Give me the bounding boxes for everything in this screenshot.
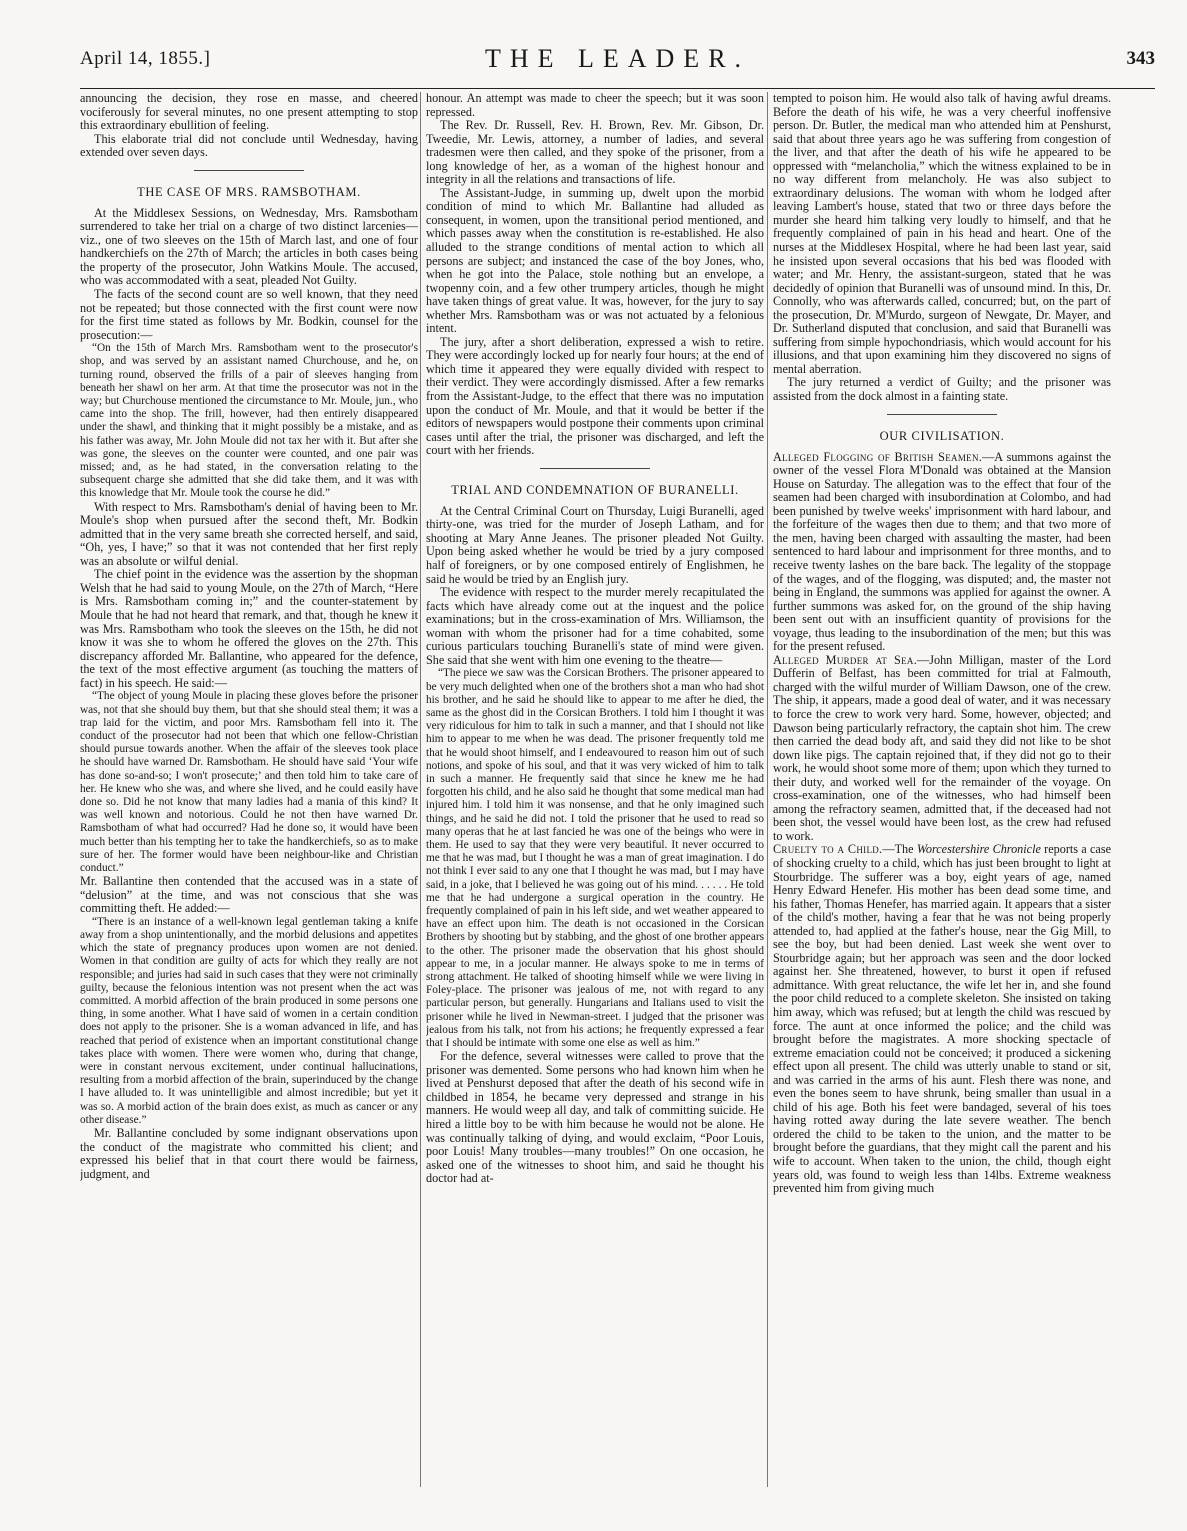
paragraph: At the Central Criminal Court on Thursday, Luigi Buranelli, aged thirty-one, was tried for the murder of Joseph Latham, and for shooting at Mary Anne Jeanes. The prisoner pleaded Not Guilty. Upon being asked whether he would be tried by a jury composed half of foreigners, or by one composed entirely of Englishmen, he said he would be tried by an English jury.: [426, 503, 764, 586]
news-item-body: —The: [882, 842, 917, 857]
news-item: [773, 843, 1111, 1195]
article-heading-buranelli: TRIAL AND CONDEMNATION OF BURANELLI.: [451, 482, 739, 497]
quotation: “On the 15th of March Mrs. Ramsbotham went to the prosecutor's shop, and was served by an assistant named Churchouse, and he, on turning round, observed the frills of a pair of sleeves hanging from beneath her shawl on her arm. At that time the prosecutor was not in the way; but Churchouse mentioned the circumstance to Mr. Moule, jun., who came into the shop. The frill, however, had then entirely disappeared under the shawl, and thinking that it might possibly be a mistake, and as his father was away, Mr. John Moule did not tax her with it. But after she was gone, the sleeves on the counter were counted, and one pair was missed; and, as he had stated, in the conversation relating to the subsequent charge she admitted that she did take them, and it was with this knowledge that Mr. Moule took the course he did.”: [80, 342, 418, 500]
column-3: [773, 92, 1111, 1492]
news-item-body: —John Milligan, master of the Lord Dufferin of Belfast, has been committed for trial at Falmouth, charged with the wilful murder of William Dawson, one of the crew. The ship, it appears, made a good deal of water, and it was necessary to force the crew to work very hard. Some, however, objected; and Dawson being particularly refractory, the captain shot him. The crew then carried the dead body aft, and said they did not like to be shot down like pigs. The captain rejoined that, if they did not go to their work, he would shoot some more of them; upon which they turned to their duty, and worked well for the remainder of the voyage. On cross-examination, one of the witnesses, who had himself been among the refractory seamen, admitted that, if the deceased had not been shot, the vessel would have been lost, as the crew had refused to work.: [773, 652, 1111, 843]
column-2: [426, 92, 764, 1492]
paragraph: The facts of the second count are so well known, that they need not be repeated; but those connected with the first count were now for the first time stated as follows by Mr. Bodkin, counsel for the prosecution:—: [80, 287, 418, 342]
paragraph: For the defence, several witnesses were called to prove that the prisoner was demented. Some persons who had known him when he lived at Penshurst deposed that after the death of his second wife in childbed in 1854, he became very depressed and strange in his manners. He would weep all day, and talk of committing suicide. He hired a little boy to be with him because he would not be alone. He was continually talking of dying, and would exclaim, “Poor Louis, poor Louis! Many troubles—many troubles!” On one occasion, he asked one of the witnesses to shoot him, and said he thought his doctor had at-: [426, 1049, 764, 1186]
news-item-title: Cruelty to a Child.: [773, 842, 883, 857]
news-item-title: Alleged Murder at Sea.: [773, 652, 918, 667]
paragraph: The Rev. Dr. Russell, Rev. H. Brown, Rev. Mr. Gibson, Dr. Tweedie, Mr. Lewis, attorney, a number of ladies, and several tradesmen were then called, and they spoke of the prisoner, from a long knowledge of her, as a woman of the highest honour and integrity in all the relations and transactions of life.: [426, 118, 764, 187]
news-item-body: —A summons against the owner of the vessel Flora M'Donald was obtained at the Mansion House on Saturday. The allegation was to the effect that four of the seamen had been charged with insubordination at Colombo, and had been punished by twelve weeks' imprisonment with hard labour, and the forfeiture of the wages then due to them; and that two more of the men, having been charged with assaulting the master, had been sentenced to hard labour and imprisonment for three months, and to receive twenty lashes on the bare back. The legality of the stoppage of the wages, and of the flogging, was disputed; and, the master not being in England, the summons was applied for against the owner. A further summons was asked for, on the ground of the ship having been sent out with an insufficient quantity of provisions for the voyage, thus leading to the insubordination of the men; but this was for the present refused.: [773, 449, 1111, 654]
section-divider: [887, 414, 997, 415]
paragraph: tempted to poison him. He would also talk of having awful dreams. Before the death of his wife, he was a very cheerful inoffensive person. Dr. Butler, the medical man who attended him at Penshurst, said that about three years ago he was suffering from congestion of the liver, and that after the death of his wife he appeared to be oppressed with “melancholia,” which the witness explained to be in no way different from melancholy. He was also subject to extraordinary delusions. The woman with whom he lodged after leaving Lambert's house, stated that two or three days before the murder she heard him talking very loudly to himself, and that he frequently complained of pain in his head and heart. One of the nurses at the Middlesex Hospital, where he had been last year, said he insisted upon several occasions that his bed was flooded with water; and Mr. Henry, the assistant-surgeon, stated that he was decidedly of opinion that Buranelli was of unsound mind. In this, Dr. Connolly, who was afterwards called, concurred; but, on the part of the prosecution, Dr. M'Murdo, surgeon of Newgate, Dr. Mayer, and Dr. Sutherland disputed that conclusion, and said that Buranelli was suffering from simple hypochondriasis, which would account for his illusions, and that upon examining him they discovered no signs of mental aberration.: [773, 92, 1111, 376]
paragraph: announcing the decision, they rose en masse, and cheered vociferously for several minutes, no one present attempting to stop this extraordinary ebullition of feeling.: [80, 92, 418, 133]
section-divider: [194, 170, 304, 171]
newspaper-name: Worcestershire Chronicle: [916, 842, 1041, 857]
paragraph: Mr. Ballantine concluded by some indignant observations upon the conduct of the magistrate who committed his client; and expressed his belief that in that court there would be fairness, judgment, and: [80, 1126, 418, 1181]
paragraph: honour. An attempt was made to cheer the speech; but it was soon repressed.: [426, 92, 764, 119]
issue-date: April 14, 1855.]: [80, 48, 211, 69]
column-1: [80, 92, 418, 1492]
paragraph: At the Middlesex Sessions, on Wednesday, Mrs. Ramsbotham surrendered to take her trial on a charge of two distinct larcenies—viz., one of two sleeves on the 15th of March last, and one of four handkerchiefs on the 27th of March; the articles in both cases being the property of the prosecutor, John Watkins Moule. The accused, who was accommodated with a seat, pleaded Not Guilty.: [80, 205, 418, 288]
newspaper-title: THE LEADER.: [484, 44, 751, 73]
quotation: “There is an instance of a well-known legal gentleman taking a knife away from a shop unintentionally, and the morbid delusions and appetites which the state of pregnancy produces upon women are not denied. Women in that condition are guilty of acts for which they really are not responsible; and juries had said in such cases that they were not criminally guilty, because the felonious intention was not present when the act was committed. A morbid affection of the brain produced in some persons one thing, in some another. What I have said of women in a certain condition does not apply to the prisoner. She is a woman advanced in life, and has reached that period of existence when an important constitutional change takes place with women. There were women who, during that change, were in constant nervous excitement, under continual hallucinations, resulting from a morbid affection of the brain, superinduced by the change I have alluded to. It was unintelligible and almost incredible; but yet it was so. A morbid action of the brain does exist, as much as cancer or any other disease.”: [80, 915, 418, 1126]
paragraph: The evidence with respect to the murder merely recapitulated the facts which have already come out at the inquest and the police examinations; but in the cross-examination of Mrs. Williamson, the woman with whom the prisoner had for a time cohabited, some curious particulars touching Buranelli's state of mind were given. She said that she went with him one evening to the theatre—: [426, 585, 764, 667]
paragraph: The Assistant-Judge, in summing up, dwelt upon the morbid condition of mind to which Mr. Ballantine had alluded as consequent, in women, upon the transitional period mentioned, and which passes away when the constitution is re-established. He also alluded to the strange conditions of mental action to which all persons are subject; and instanced the case of the boy Jones, who, when he got into the Palace, stole nothing but an envelope, a twopenny coin, and a few other trumpery articles, though he might have taken things of great value. It was, however, for the jury to say whether Mrs. Ramsbotham was or was not actuated by a felonious intent.: [426, 185, 764, 336]
column-divider: [420, 92, 421, 1487]
masthead-rule: [80, 88, 1155, 89]
paragraph: This elaborate trial did not conclude until Wednesday, having extended over seven days.: [80, 131, 418, 160]
news-item-title: Alleged Flogging of British Seamen.: [773, 449, 983, 464]
article-heading-ramsbotham: THE CASE OF MRS. RAMSBOTHAM.: [137, 184, 361, 199]
quotation: “The object of young Moule in placing these gloves before the prisoner was, not that she should buy them, but that she should steal them; it was a trap laid for the victim, and poor Mrs. Ramsbotham fell into it. The conduct of the prosecutor had not been that which one fellow-Christian should pursue towards another. When the affair of the sleeves took place he should have warned Dr. Ramsbotham. He should have said ‘Your wife has done so-and-so; I won't prosecute;’ and then told him to take care of her. He knew who she was, and where she lived, and he could easily have done so. Did he not know that many ladies had a mania of this kind? It was well known and notorious. Could he not then have warned Dr. Ramsbotham of what had occurred? Had he done so, it would have been much better than his tempting her to take the handkerchiefs, so as to make sure of her. The former would have been neighbour-like and Christian conduct.”: [80, 690, 418, 874]
quotation: “The piece we saw was the Corsican Brothers. The prisoner appeared to be very much delighted when one of the brothers shot a man who had shot his brother, and he said he should like to appear to me after he died, the same as the ghost did in the Corsican Brothers. I told him I thought it was very ridiculous for him to talk in such a manner, and that I should not like him to appear to me when he was dead. The prisoner frequently told me that he would shoot himself, and I endeavoured to reason him out of such notions, and spoke of his soul, and that it was very wicked of him to talk in such a manner. He frequently said that since he knew me he had forgotten his child, and he also said he thought that some medical man had injured him. I told him it was nonsense, and that he only imagined such things, and he said he did not. I told the prisoner that he used to read so many operas that he at last fancied he was one of the beings who were in them. He used to say that they were very beautiful. It never occurred to me that he was mad, but I thought he was a man of great imagination. I do not think I ever said to any one that I thought he was mad, but I may have said, in a joke, that I believed he was going out of his mind. . . . . . He told me that he had undergone a surgical operation in the country. He frequently complained of pain in his left side, and wet weather appeared to have an effect upon him. The death is not occasioned in the Corsican Brothers by shooting but by stabbing, and the ghost of one brother appears to the other. The prisoner made the observation that his ghost should appear to me, in a jocular manner. He always spoke to me in terms of strong attachment. He talked of shooting himself while we were living in Foley-place. The prisoner was jealous of me, not with regard to any particular person, but generally. Hungarians and Italians used to visit the prisoner while he lived in Newman-street. I judged that the prisoner was jealous from his talk, not from his actions; he frequently expressed a fear that I should be intimate with some one else as well as him.”: [426, 667, 764, 1050]
paragraph: The jury returned a verdict of Guilty; and the prisoner was assisted from the dock almost in a fainting state.: [773, 375, 1111, 404]
paragraph: Mr. Ballantine then contended that the accused was in a state of “delusion” at the time, and was not conscious that she was committing theft. He added:—: [80, 874, 418, 916]
article-heading-civilisation: OUR CIVILISATION.: [879, 428, 1005, 443]
paragraph: The chief point in the evidence was the assertion by the shopman Welsh that he had said to young Moule, on the 27th of March, “Here is Mrs. Ramsbotham coming in;” and the counter-statement by Moule that he had not heard that remark, and that, though he knew it was Mrs. Ramsbotham who took the sleeves on the 15th, he did not know it was she to whom he offered the gloves on the 27th. This discrepancy afforded Mr. Ballantine, who appeared for the defence, the text of the most effective argument (as touching the matters of fact) in his speech. He said:—: [80, 567, 418, 690]
news-item: [773, 451, 1111, 654]
paragraph: With respect to Mrs. Ramsbotham's denial of having been to Mr. Moule's shop when pursued after the second theft, Mr. Bodkin admitted that in the very same breath she corrected herself, and said, “Oh, yes, I have;” so that it was not contended that her first reply was an absolute or wilful denial.: [80, 499, 418, 568]
masthead: [80, 44, 1155, 88]
column-divider: [767, 92, 768, 1487]
news-item: [773, 654, 1111, 844]
page-number: 343: [1126, 48, 1155, 69]
news-item-body: reports a case of shocking cruelty to a child, which has just been brought to light at Stourbridge. The sufferer was a boy, eight years of age, named Henry Edward Henefer. His mother has been dead some time, and his father, Thomas Henefer, has married again. It appears that a sister of the child's mother, having a fear that he was not being properly attended to, had applied at the father's house, near the Gig Mill, to see the boy, but had been denied. Last week she went over to Stourbridge again; but her approach was seen and the door locked against her. She threatened, however, to burst it open if refused admittance. With great reluctance, the wife let her in, and she found the poor child reduced to a complete skeleton. She insisted on taking him away, which was refused; but at length the child was rescued by force. The aunt at once informed the police; and the child was brought before the magistrates. A more shocking spectacle of extreme emaciation could not be conceived; it produced a sickening effect upon all present. The child was utterly unable to stand or sit, and was carried in the arms of his aunt. Flesh there was none, and even the bones seem to have shrunk, being smaller than usual in a child of his age. Both his feet were bandaged, several of his toes having rotted away during the late severe weather. The bench ordered the child to be taken to the union, and the matter to be brought before the guardians, that they might call the parent and his wife to account. When taken to the union, the child, though eight years old, was found to weigh less than 14lbs. Extreme weakness prevented him from giving much: [773, 842, 1111, 1196]
paragraph: The jury, after a short deliberation, expressed a wish to retire. They were accordingly locked up for nearly four hours; at the end of which time it appeared they were equally divided with respect to their verdict. They were accordingly dismissed. After a few remarks from the Assistant-Judge, to the effect that there was no imputation upon the conduct of Mr. Moule, and that it would be better if the editors of newspapers would postpone their comments upon criminal cases until after the trial, the prisoner was discharged, and left the court with her friends.: [426, 334, 764, 458]
section-divider: [540, 468, 650, 469]
